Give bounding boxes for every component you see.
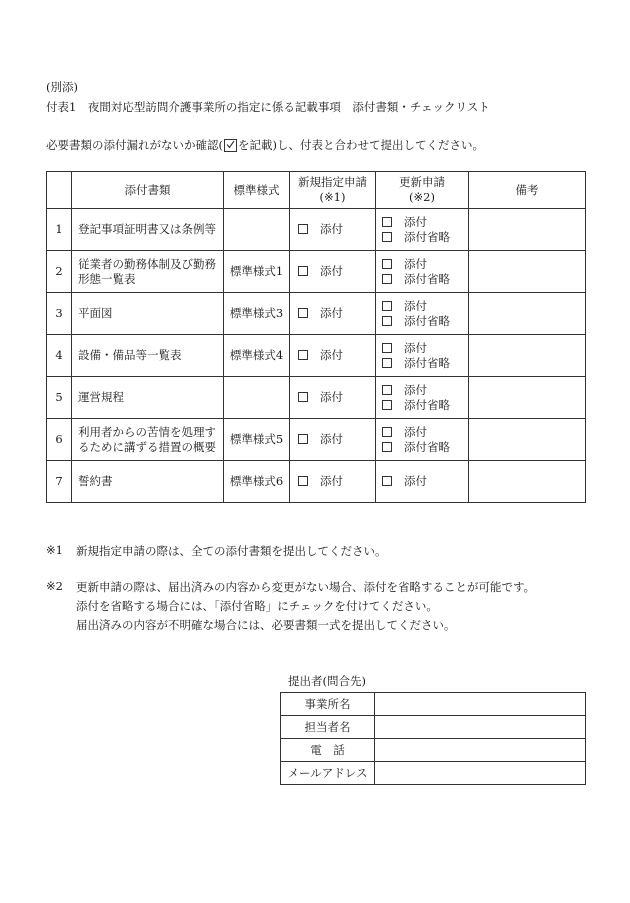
remarks-cell[interactable] bbox=[469, 293, 586, 335]
checkbox-icon[interactable] bbox=[298, 476, 308, 486]
header-update-line2: (※2) bbox=[409, 190, 435, 204]
header-new-line1: 新規指定申請 bbox=[298, 175, 367, 189]
header-update-application bbox=[376, 172, 469, 209]
update-option-omit[interactable] bbox=[382, 398, 468, 413]
checkbox-icon[interactable] bbox=[382, 301, 392, 311]
remarks-cell[interactable] bbox=[469, 335, 586, 377]
document-name bbox=[72, 419, 224, 461]
option-label: 添付 bbox=[320, 348, 343, 362]
update-application-cell bbox=[376, 251, 469, 293]
option-label: 添付 bbox=[404, 214, 427, 229]
new-application-cell bbox=[290, 335, 376, 377]
note-1-mark: ※1 bbox=[46, 543, 63, 557]
document-name-line1: 平面図 bbox=[78, 306, 113, 320]
option-label: 添付 bbox=[404, 340, 427, 355]
checkbox-icon[interactable] bbox=[298, 308, 308, 318]
document-name-line1: 従業者の勤務体制及び勤務 bbox=[78, 256, 216, 271]
header-form: 標準様式 bbox=[224, 172, 290, 209]
instruction-pre: 必要書類の添付漏れがないか確認( bbox=[46, 138, 223, 152]
submitter-row bbox=[281, 762, 586, 785]
option-label: 添付 bbox=[404, 424, 427, 439]
note-1-text: 新規指定申請の際は、全ての添付書類を提出してください。 bbox=[76, 544, 387, 558]
document-name-line1: 設備・備品等一覧表 bbox=[78, 348, 182, 362]
document-name-line2: 形態一覧表 bbox=[78, 271, 136, 286]
checkbox-icon[interactable] bbox=[382, 358, 392, 368]
submitter-label: 電 話 bbox=[281, 739, 375, 762]
note-2-mark: ※2 bbox=[46, 579, 63, 593]
header-update-line1: 更新申請 bbox=[399, 175, 445, 189]
new-application-cell bbox=[290, 419, 376, 461]
note-2-line-3: 届出済みの内容が不明確な場合には、必要書類一式を提出してください。 bbox=[76, 618, 456, 632]
update-option-attach[interactable] bbox=[382, 474, 468, 489]
attachment-label: (別添) bbox=[46, 80, 78, 94]
standard-form: 標準様式5 bbox=[224, 419, 290, 461]
checkbox-icon[interactable] bbox=[298, 266, 308, 276]
checkbox-icon[interactable] bbox=[382, 259, 392, 269]
new-option-attach[interactable] bbox=[298, 390, 375, 405]
update-option-attach[interactable] bbox=[382, 257, 468, 272]
table-row bbox=[47, 335, 586, 377]
checkbox-icon[interactable] bbox=[298, 350, 308, 360]
row-number: 1 bbox=[47, 209, 72, 251]
remarks-cell[interactable] bbox=[469, 251, 586, 293]
submitter-row bbox=[281, 739, 586, 762]
checkbox-icon[interactable] bbox=[382, 217, 392, 227]
option-label: 添付 bbox=[404, 256, 427, 271]
checkbox-icon[interactable] bbox=[382, 343, 392, 353]
document-name bbox=[72, 209, 224, 251]
document-name-line1: 利用者からの苦情を処理す bbox=[78, 424, 216, 439]
update-option-omit[interactable] bbox=[382, 440, 468, 455]
update-option-omit[interactable] bbox=[382, 230, 468, 245]
update-option-omit[interactable] bbox=[382, 314, 468, 329]
table-row bbox=[47, 377, 586, 419]
new-option-attach[interactable] bbox=[298, 432, 375, 447]
submitter-value-field[interactable] bbox=[375, 739, 586, 762]
row-number: 7 bbox=[47, 461, 72, 503]
option-label: 添付 bbox=[320, 264, 343, 278]
note-2-line-2: 添付を省略する場合には、「添付省略」にチェックを付けてください。 bbox=[76, 599, 438, 613]
header-new-application bbox=[290, 172, 376, 209]
submitter-value-field[interactable] bbox=[375, 693, 586, 716]
submitter-table bbox=[280, 692, 586, 785]
remarks-cell[interactable] bbox=[469, 461, 586, 503]
document-name bbox=[72, 293, 224, 335]
submitter-value-field[interactable] bbox=[375, 716, 586, 739]
table-row bbox=[47, 293, 586, 335]
table-row bbox=[47, 209, 586, 251]
update-option-attach[interactable] bbox=[382, 299, 468, 314]
header-remarks: 備考 bbox=[469, 172, 586, 209]
table-header-row bbox=[47, 172, 586, 209]
new-application-cell bbox=[290, 461, 376, 503]
update-application-cell bbox=[376, 293, 469, 335]
option-label: 添付 bbox=[404, 474, 427, 488]
checkbox-icon[interactable] bbox=[382, 427, 392, 437]
remarks-cell[interactable] bbox=[469, 209, 586, 251]
new-application-cell bbox=[290, 251, 376, 293]
update-application-cell bbox=[376, 335, 469, 377]
update-option-omit[interactable] bbox=[382, 272, 468, 287]
option-label: 添付省略 bbox=[404, 271, 450, 286]
update-option-attach[interactable] bbox=[382, 341, 468, 356]
new-option-attach[interactable] bbox=[298, 474, 375, 489]
checkbox-icon[interactable] bbox=[382, 232, 392, 242]
header-document: 添付書類 bbox=[72, 172, 224, 209]
header-num bbox=[47, 172, 72, 209]
table-row bbox=[47, 251, 586, 293]
new-option-attach[interactable] bbox=[298, 306, 375, 321]
submitter-row bbox=[281, 716, 586, 739]
checkbox-icon[interactable] bbox=[298, 224, 308, 234]
header-new-line2: (※1) bbox=[319, 190, 346, 204]
submitter-title: 提出者(問合先) bbox=[288, 674, 366, 688]
option-label: 添付 bbox=[320, 390, 343, 404]
row-number: 3 bbox=[47, 293, 72, 335]
document-name-line1: 運営規程 bbox=[78, 390, 124, 404]
update-application-cell bbox=[376, 209, 469, 251]
checkbox-icon[interactable] bbox=[382, 476, 392, 486]
document-name-line1: 誓約書 bbox=[78, 474, 113, 488]
instruction-text bbox=[46, 137, 484, 153]
standard-form bbox=[224, 209, 290, 251]
standard-form: 標準様式4 bbox=[224, 335, 290, 377]
table-row bbox=[47, 419, 586, 461]
option-label: 添付 bbox=[404, 298, 427, 313]
new-option-attach[interactable] bbox=[298, 348, 375, 363]
update-option-attach[interactable] bbox=[382, 425, 468, 440]
submitter-label: 事業所名 bbox=[281, 693, 375, 716]
document-name bbox=[72, 461, 224, 503]
update-option-attach[interactable] bbox=[382, 383, 468, 398]
remarks-cell[interactable] bbox=[469, 377, 586, 419]
update-application-cell bbox=[376, 419, 469, 461]
row-number: 4 bbox=[47, 335, 72, 377]
row-number: 2 bbox=[47, 251, 72, 293]
checkmark-box-icon bbox=[224, 139, 237, 152]
page-title: 付表1 夜間対応型訪問介護事業所の指定に係る記載事項 添付書類・チェックリスト bbox=[46, 100, 490, 114]
instruction-post: を記載)し、付表と合わせて提出してください。 bbox=[238, 138, 484, 152]
new-application-cell bbox=[290, 377, 376, 419]
new-option-attach[interactable] bbox=[298, 264, 375, 279]
update-application-cell bbox=[376, 461, 469, 503]
standard-form: 標準様式6 bbox=[224, 461, 290, 503]
checkbox-icon[interactable] bbox=[382, 316, 392, 326]
row-number: 6 bbox=[47, 419, 72, 461]
option-label: 添付省略 bbox=[404, 439, 450, 454]
document-name-line1: 登記事項証明書又は条例等 bbox=[78, 222, 216, 236]
checkbox-icon[interactable] bbox=[382, 400, 392, 410]
new-application-cell bbox=[290, 293, 376, 335]
submitter-label: 担当者名 bbox=[281, 716, 375, 739]
document-name bbox=[72, 251, 224, 293]
remarks-cell[interactable] bbox=[469, 419, 586, 461]
update-option-attach[interactable] bbox=[382, 215, 468, 230]
option-label: 添付 bbox=[320, 432, 343, 446]
standard-form: 標準様式3 bbox=[224, 293, 290, 335]
submitter-label: メールアドレス bbox=[281, 762, 375, 785]
checkbox-icon[interactable] bbox=[382, 385, 392, 395]
new-option-attach[interactable] bbox=[298, 222, 375, 237]
document-name-line2: るために講ずる措置の概要 bbox=[78, 439, 216, 454]
checkbox-icon[interactable] bbox=[298, 392, 308, 402]
table-row bbox=[47, 461, 586, 503]
option-label: 添付省略 bbox=[404, 313, 450, 328]
option-label: 添付省略 bbox=[404, 397, 450, 412]
checkbox-icon[interactable] bbox=[382, 442, 392, 452]
option-label: 添付省略 bbox=[404, 229, 450, 244]
checkbox-icon[interactable] bbox=[298, 434, 308, 444]
checklist-table bbox=[46, 171, 586, 503]
new-application-cell bbox=[290, 209, 376, 251]
option-label: 添付 bbox=[320, 222, 343, 236]
update-application-cell bbox=[376, 377, 469, 419]
submitter-value-field[interactable] bbox=[375, 762, 586, 785]
option-label: 添付 bbox=[404, 382, 427, 397]
standard-form bbox=[224, 377, 290, 419]
standard-form: 標準様式1 bbox=[224, 251, 290, 293]
option-label: 添付 bbox=[320, 474, 343, 488]
row-number: 5 bbox=[47, 377, 72, 419]
update-option-omit[interactable] bbox=[382, 356, 468, 371]
checkbox-icon[interactable] bbox=[382, 274, 392, 284]
submitter-row bbox=[281, 693, 586, 716]
note-2-line-1: 更新申請の際は、届出済みの内容から変更がない場合、添付を省略することが可能です。 bbox=[76, 580, 536, 594]
option-label: 添付省略 bbox=[404, 355, 450, 370]
document-name bbox=[72, 377, 224, 419]
document-name bbox=[72, 335, 224, 377]
option-label: 添付 bbox=[320, 306, 343, 320]
